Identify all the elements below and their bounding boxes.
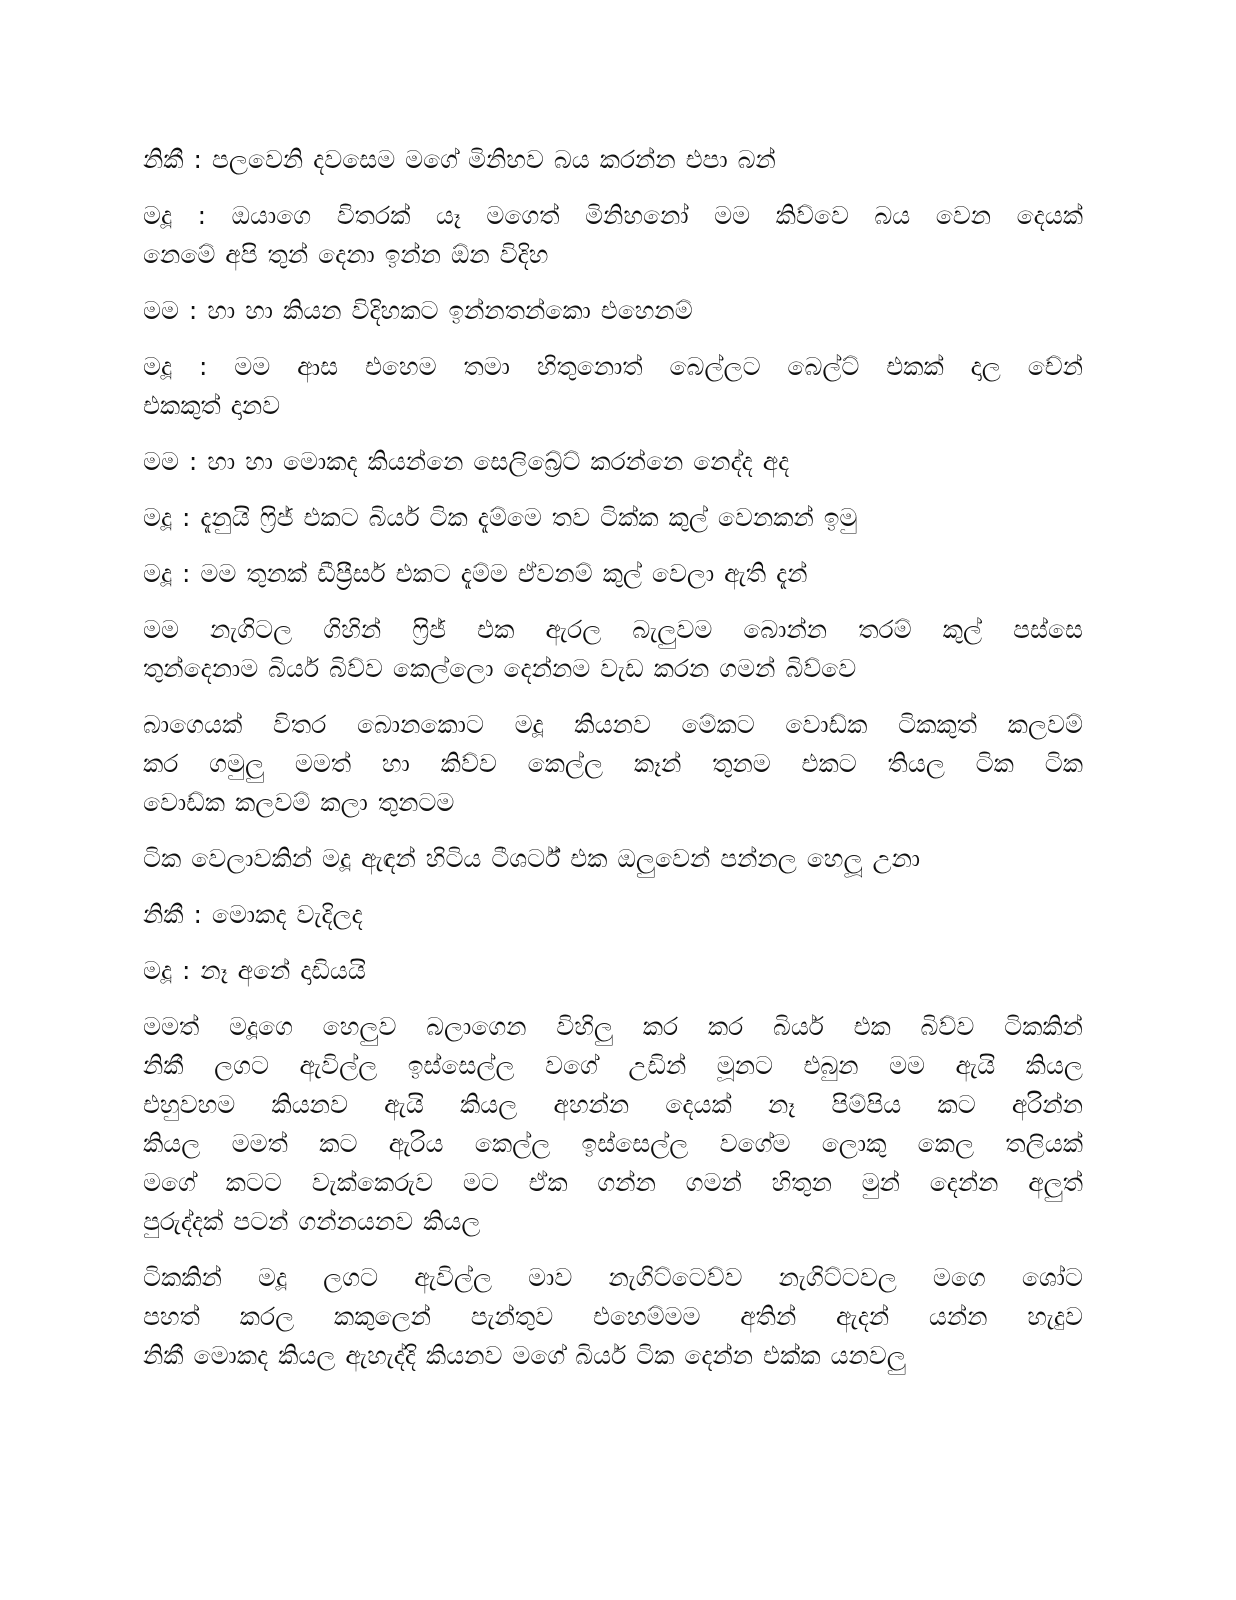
paragraph <box>143 442 1083 481</box>
text-line: නිකී : පලවෙනි දවසෙම මගේ මිනිහව බය කරන්න එපා බන් <box>143 145 776 174</box>
paragraph <box>143 839 1083 878</box>
paragraph <box>143 347 1083 425</box>
paragraph <box>143 140 1083 179</box>
text-line: එහුවහම කියනව ඇයි කියල අහන්න දෙයක් නෑ පිම්පිය කට අරින්න <box>143 1090 1083 1119</box>
paragraph <box>143 705 1083 822</box>
text-line: එකකුත් දානව <box>143 391 281 420</box>
text-line: පුරුද්දක් පටන් ගන්නයනව කියල <box>143 1207 481 1236</box>
text-line: මදූ : මම ආස එහෙම තමා හිතුනොත් බෙල්ලට බෙල්ට් එකක් දාල චේන් <box>143 352 1083 381</box>
text-line: පහත් කරල කකුලෙන් පැන්තුව එහෙම්මම අතින් ඇදන් යන්න හැදුව <box>143 1302 1083 1331</box>
story-text <box>143 140 1083 1392</box>
text-line: මම : හා හා කියන විදිහකට ඉන්නතන්කො එහෙනම් <box>143 296 693 325</box>
text-line: නිකී මොකද කියල ඇහැද්දි කියනව මගේ බියර් ටික දෙන්න එක්ක යනවලු <box>143 1341 906 1370</box>
text-line: මදූ : ඔයාගෙ විතරක් යෑ මගෙත් මිනිහනෝ මම කිව්වෙ බය වෙන දෙයක් <box>143 201 1083 230</box>
text-line: කර ගමුලු මමත් හා කිව්ව කෙල්ල කෑන් තුනම එකට තියල ටික ටික <box>143 749 1083 778</box>
text-line: මම නැගිටල ගිහින් ෆ්‍රිජ් එක ඇරල බැලුවම බොන්න තරම් කුල් පස්සෙ <box>143 615 1083 644</box>
text-line: මදූ : දැනුයි ෆ්‍රිජ් එකට බියර් ටික දැම්මෙ තව ටික්ක කුල් වෙනකන් ඉමු <box>143 503 858 532</box>
text-line: මදූ : නෑ අනේ දාඩියයි <box>143 956 366 985</box>
text-line: නිකී ලගට ඇවිල්ල ඉස්සෙල්ල වගේ උඩින් මූනට එබුන මම ඇයි කියල <box>143 1051 1083 1080</box>
text-line: මදූ : මම තුනක් ඩීප්‍රීසර් එකට දැම්ම ඒවනම් කුල් වෙලා ඇති දැන් <box>143 559 808 588</box>
text-line: ටික වෙලාවකින් මදූ ඇඳන් හිටිය ටීශර්ට් එක ඔලුවෙන් පන්නල හෙලූ උනා <box>143 844 921 873</box>
paragraph <box>143 196 1083 274</box>
text-line: තුන්දෙනාම බියර් බිව්ව කෙල්ලො දෙන්නම වැඩ කරන ගමන් බිව්වෙ <box>143 654 857 683</box>
paragraph <box>143 291 1083 330</box>
text-line: මගේ කටට වැක්කෙරුව මට ඒක ගන්න ගමන් හිතුන මුන් දෙන්න අලුත් <box>143 1168 1083 1197</box>
paragraph <box>143 1007 1083 1241</box>
paragraph <box>143 554 1083 593</box>
text-line: ටිකකින් මදූ ලගට ඇවිල්ල මාව නැගිට්ටෙව්ව නැගිට්ටවල මගෙ ශෝට <box>143 1263 1083 1292</box>
paragraph <box>143 498 1083 537</box>
text-line: නෙමේ අපි තුන් දෙනා ඉන්න ඕන විදිහ <box>143 240 549 269</box>
text-line: මම : හා හා මොකද කියන්නෙ සෙලිබ්‍රේට් කරන්නෙ නෙද්ද අද <box>143 447 790 476</box>
text-line: නිකී : මොකද වැදිලද <box>143 900 363 929</box>
text-line: මමත් මදූගෙ හෙලුව බලාගෙන විහිලු කර කර බියර් එක බිව්ව ටිකකින් <box>143 1012 1083 1041</box>
text-line: වොඩ්ක කලවම් කලා තුනටම <box>143 788 455 817</box>
paragraph <box>143 951 1083 990</box>
paragraph <box>143 1258 1083 1375</box>
text-line: කියල මමත් කට ඇරිය කෙල්ල ඉස්සෙල්ල වගේම ලොකු කෙල තලියක් <box>143 1129 1083 1158</box>
paragraph <box>143 895 1083 934</box>
text-line: බාගෙයක් විතර බොනකොට මදූ කියනව මේකට වොඩ්ක ටිකකුත් කලවම් <box>143 710 1083 739</box>
paragraph <box>143 610 1083 688</box>
